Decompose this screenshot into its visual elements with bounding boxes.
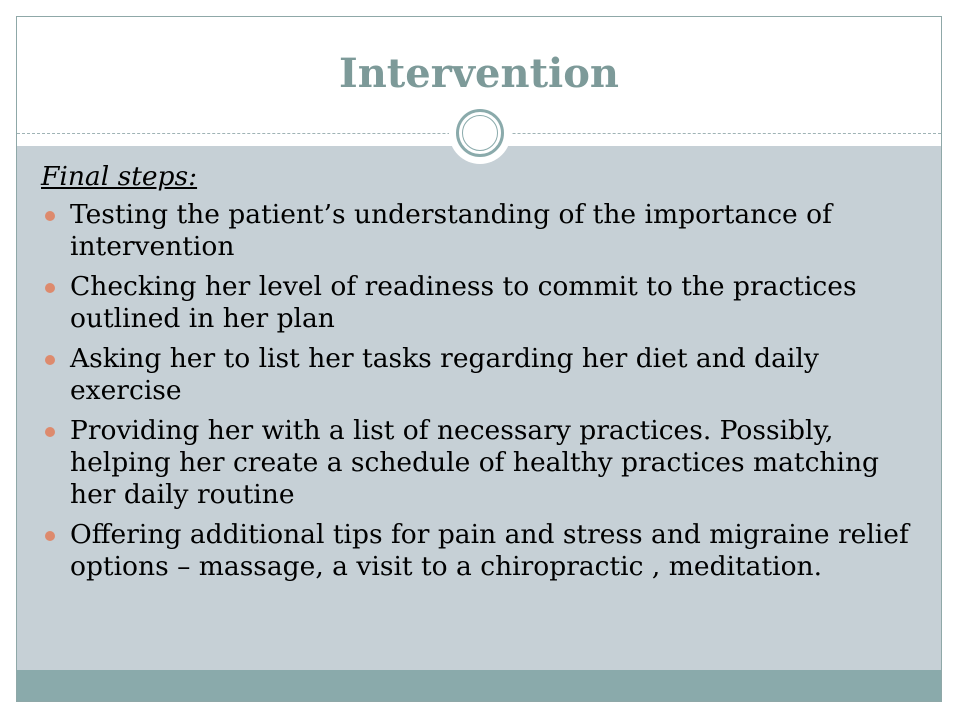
bullet-dot-icon bbox=[45, 355, 55, 365]
bullet-dot-icon bbox=[45, 283, 55, 293]
section-subtitle: Final steps: bbox=[41, 161, 198, 192]
bullet-item bbox=[41, 415, 921, 511]
decorative-inner-ring bbox=[462, 115, 498, 151]
bullet-dot-icon bbox=[45, 427, 55, 437]
bullet-dot-icon bbox=[45, 531, 55, 541]
bullet-text: Testing the patient’s understanding of the importance of intervention bbox=[70, 199, 832, 262]
slide-title: Intervention bbox=[339, 50, 619, 97]
bullet-item bbox=[41, 271, 921, 335]
bullet-list bbox=[41, 199, 921, 583]
bullet-text: Checking her level of readiness to commit to the practices outlined in her plan bbox=[70, 271, 857, 334]
bullet-dot-icon bbox=[45, 211, 55, 221]
bullet-text: Asking her to list her tasks regarding her diet and daily exercise bbox=[70, 343, 819, 406]
slide-body bbox=[41, 161, 921, 591]
bullet-text: Providing her with a list of necessary practices. Possibly, helping her create a schedule of healthy practices matching her daily routine bbox=[70, 415, 879, 510]
bullet-item bbox=[41, 199, 921, 263]
bullet-item bbox=[41, 343, 921, 407]
bullet-text: Offering additional tips for pain and stress and migraine relief options – massage, a visit to a chiropractic , meditation. bbox=[70, 519, 909, 582]
bullet-item bbox=[41, 519, 921, 583]
footer-bar bbox=[17, 670, 941, 701]
